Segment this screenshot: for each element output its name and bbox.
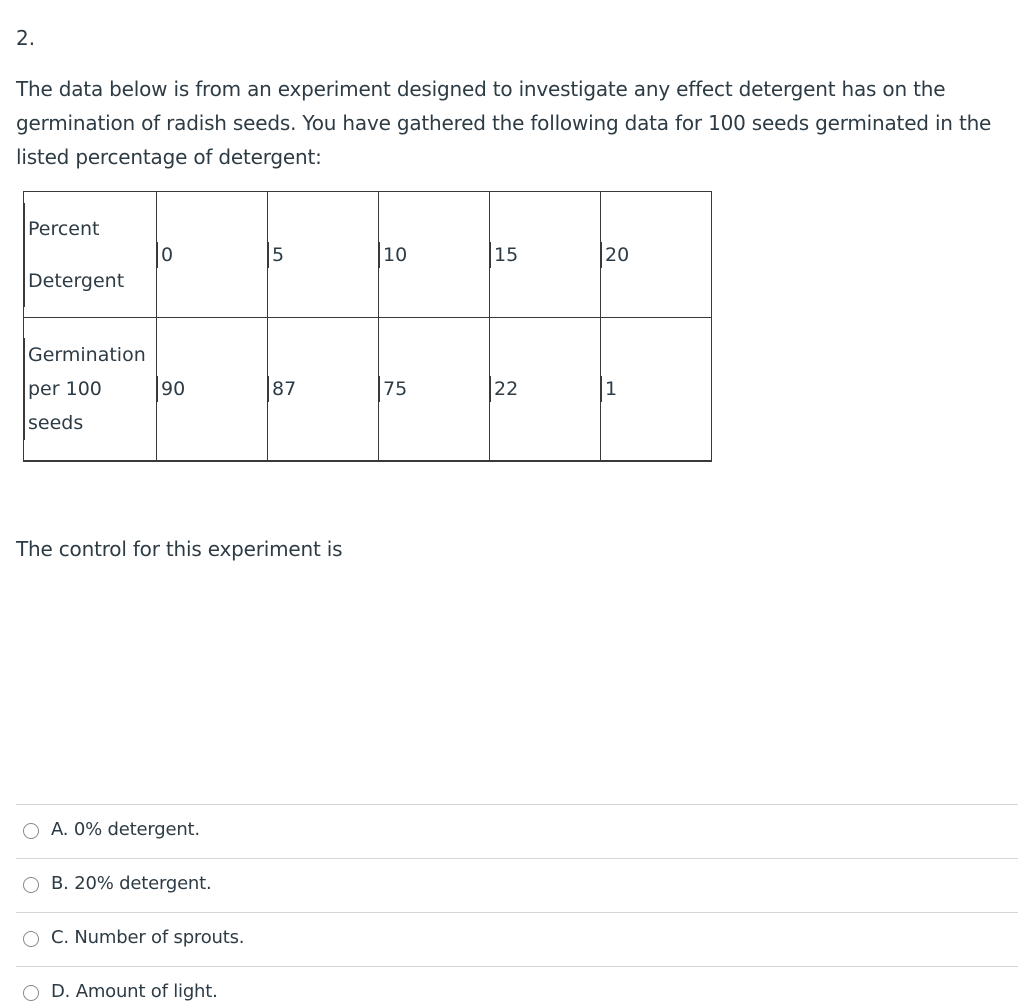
table-cell	[379, 192, 490, 318]
table-cell	[601, 318, 712, 462]
answer-option-b[interactable]	[16, 858, 1018, 912]
label-detergent: Detergent	[24, 255, 156, 307]
cell-value: 87	[268, 376, 296, 402]
table-cell	[268, 318, 379, 462]
table-row-percent-detergent	[24, 192, 712, 318]
table-cell	[268, 192, 379, 318]
label-germination: Germination	[24, 338, 156, 372]
cell-value: 1	[601, 376, 617, 402]
cell-value: 10	[379, 242, 407, 268]
table-cell	[157, 318, 268, 462]
answer-label[interactable]: D. Amount of light.	[51, 981, 218, 1002]
cell-value: 5	[268, 242, 284, 268]
answer-option-d[interactable]	[16, 966, 1018, 1008]
answer-option-c[interactable]	[16, 912, 1018, 966]
answer-option-a[interactable]	[16, 804, 1018, 858]
radio-button-icon[interactable]	[23, 823, 39, 839]
table-header-cell	[24, 318, 157, 462]
label-seeds: seeds	[24, 406, 156, 440]
table-cell	[490, 318, 601, 462]
label-per-100: per 100	[24, 372, 156, 406]
question-prompt: The control for this experiment is	[16, 537, 343, 561]
table-header-cell	[24, 192, 157, 318]
question-number: 2.	[16, 26, 36, 50]
radio-button-icon[interactable]	[23, 877, 39, 893]
table-cell	[490, 192, 601, 318]
cell-value: 20	[601, 242, 629, 268]
radio-button-icon[interactable]	[23, 985, 39, 1001]
cell-value: 22	[490, 376, 518, 402]
cell-value: 15	[490, 242, 518, 268]
answer-label[interactable]: A. 0% detergent.	[51, 819, 200, 840]
answer-label[interactable]: C. Number of sprouts.	[51, 927, 245, 948]
cell-value: 75	[379, 376, 407, 402]
cell-value: 0	[157, 242, 173, 268]
label-percent: Percent	[24, 203, 156, 255]
table-cell	[379, 318, 490, 462]
answer-list	[16, 804, 1018, 1008]
table-cell	[157, 192, 268, 318]
radio-button-icon[interactable]	[23, 931, 39, 947]
table-row-germination	[24, 318, 712, 462]
cell-value: 90	[157, 376, 185, 402]
question-text: The data below is from an experiment designed to investigate any effect detergent has on the germination of radish seeds. You have gathered the following data for 100 seeds germinated in the listed percentage of detergent:	[16, 77, 992, 169]
table-cell	[601, 192, 712, 318]
answer-label[interactable]: B. 20% detergent.	[51, 873, 212, 894]
data-table	[23, 191, 712, 462]
